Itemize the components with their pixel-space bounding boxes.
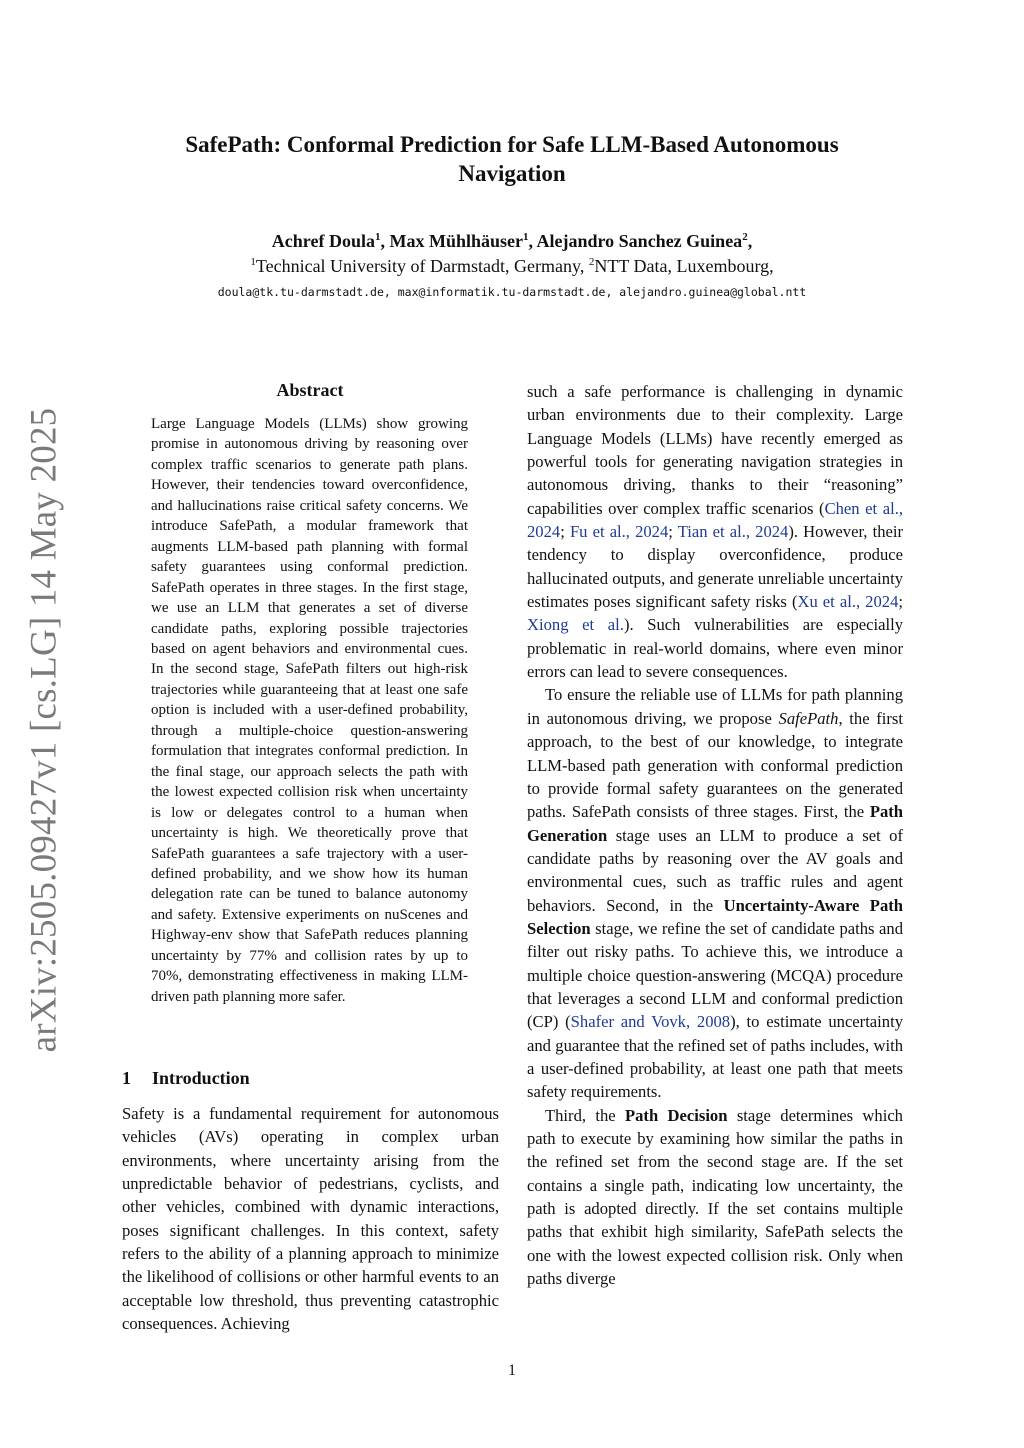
author-1: Achref Doula [271, 231, 375, 251]
author-end: , [747, 231, 753, 251]
abstract-heading: Abstract [276, 380, 344, 400]
title-line-2: Navigation [458, 161, 566, 186]
text-run: ). However, their tendency to display overconfidence, produce hallucinated outputs, and generate unreliable uncertainty estimates poses significant safety risks ( [527, 522, 903, 612]
method-name-emphasis: SafePath [778, 708, 839, 728]
arxiv-side-stamp [14, 407, 74, 1053]
right-paragraph-3 [527, 1104, 903, 1291]
author-3: Alejandro Sanchez Guinea [536, 231, 743, 251]
page-number: 1 [508, 1362, 516, 1379]
author-sep: , [380, 231, 390, 251]
right-paragraph-1 [527, 380, 903, 683]
affil-1: Technical University of Darmstadt, Germany, [255, 256, 589, 276]
author-2: Max Mühlhäuser [389, 231, 523, 251]
citation-link[interactable]: Fu et al., 2024 [569, 522, 669, 542]
title-line-1: SafePath: Conformal Prediction for Safe LLM-Based Autonomous [185, 132, 839, 157]
text-run: , the first approach, to the best of our knowledge, to integrate LLM-based path generation with conformal prediction to provide formal safety guarantees on the generated paths. SafePath consists of three stages. First, the [527, 708, 903, 822]
text-run: ; [560, 522, 570, 542]
right-paragraph-2 [527, 683, 903, 1103]
text-run: ), to estimate uncertainty and guarantee that the refined set of paths includes, with a user-defined probability, at least one path that meets safety requirements. [527, 1012, 903, 1102]
citation-link[interactable]: Xu et al., 2024 [797, 592, 899, 612]
citation-link[interactable]: Tian et al., 2024 [677, 522, 789, 542]
intro-paragraph-left: Safety is a fundamental requirement for autonomous vehicles (AVs) operating in complex urban environments, where uncertainty arising from the unpredictable behavior of pedestrians, cyclists, and other vehicles, combined with dynamic interactions, poses significant challenges. In this context, safety refers to the ability of a planning approach to minimize the likelihood of collisions or other harmful events to an acceptable low threshold, thus preventing catastrophic consequences. Achieving [122, 1104, 499, 1334]
author-emails: doula@tk.tu-darmstadt.de, max@informatik.tu-darmstadt.de, alejandro.guinea@global.ntt [217, 285, 807, 299]
author-2-affil: 1 [522, 231, 529, 243]
affiliations [100, 254, 924, 278]
paper-title [130, 130, 894, 188]
text-run: ; [898, 592, 903, 612]
text-run: stage, we refine the set of candidate paths and filter out risky paths. To achieve this, we introduce a multiple choice question-answering (MCQA) procedure that leverages a second LLM and conformal prediction (CP) ( [527, 918, 903, 1032]
text-run: ; [668, 522, 678, 542]
citation-link[interactable]: Shafer and Vovk, 2008 [570, 1012, 731, 1032]
stage-name-bold: Uncertainty-Aware Path Selection [527, 895, 903, 938]
affil-2-marker: 2 [588, 256, 595, 268]
text-run: ). Such vulnerabilities are especially problematic in real-world domains, where even minor errors can lead to severe consequences. [527, 615, 904, 682]
section-number: 1 [122, 1068, 131, 1088]
text-run: Third, the [545, 1105, 625, 1125]
stage-name-bold: Path Generation [527, 802, 903, 845]
text-run: stage determines which path to execute by examining how similar the paths in the refined set from the second stage are. If the set contains a single path, indicating low uncertainty, the path is adopted directly. If the set contains multiple paths that exhibit high similarity, SafePath selects the one with the lowest expected collision risk. Only when paths diverge [527, 1105, 903, 1289]
author-list [100, 229, 924, 253]
right-column [527, 380, 903, 1290]
text-run: such a safe performance is challenging in dynamic urban environments due to their complexity. Large Language Models (LLMs) have recently emerged as powerful tools for generating navigation strategies in autonomous driving, thanks to their “reasoning” capabilities over complex traffic scenarios ( [527, 382, 903, 518]
affil-2: NTT Data, Luxembourg, [594, 256, 774, 276]
affil-1-marker: 1 [250, 256, 256, 268]
section-title: Introduction [152, 1068, 250, 1088]
text-run: stage uses an LLM to produce a set of candidate paths by reasoning over the AV goals and environmental cues, such as traffic rules and agent behaviors. Second, in the [527, 825, 903, 915]
citation-link[interactable]: Xiong et al. [527, 615, 624, 635]
text-run: To ensure the reliable use of LLMs for path planning in autonomous driving, we propose [527, 685, 903, 728]
section-heading [122, 1066, 492, 1090]
arxiv-identifier: arXiv:2505.09427v1 [cs.LG] 14 May 2025 [23, 407, 65, 1053]
author-3-affil: 2 [742, 231, 748, 243]
citation-link[interactable]: Chen et al., 2024 [527, 498, 903, 542]
stage-name-bold: Path Decision [625, 1105, 728, 1125]
author-sep: , [528, 231, 537, 251]
author-1-affil: 1 [374, 231, 381, 243]
abstract-text: Large Language Models (LLMs) show growing promise in autonomous driving by reasoning over complex traffic scenarios to generate path plans. However, their tendencies toward overconfidence, and hallucinations raise critical safety concerns. We introduce SafePath, a modular framework that augments LLM-based path planning with formal safety guarantees using conformal prediction. SafePath operates in three stages. In the first stage, we use an LLM that generates a set of diverse candidate paths, exploring possible trajectories based on agent behaviors and environmental cues. In the second stage, SafePath filters out high-risk trajectories while guaranteeing that at least one safe option is included with a user-defined probability, through a multiple-choice question-answering formulation that integrates conformal prediction. In the final stage, our approach selects the path with the lowest expected collision risk when uncertainty is low or delegates control to a human when uncertainty is high. We theoretically prove that SafePath guarantees a safe trajectory with a user-defined probability, and we show how its human delegation rate can be tuned to balance autonomy and safety. Extensive experiments on nuScenes and Highway-env show that SafePath reduces planning uncertainty by 77% and collision rates by up to 70%, demonstrating effectiveness in making LLM-driven path planning more safer. [151, 416, 468, 1005]
